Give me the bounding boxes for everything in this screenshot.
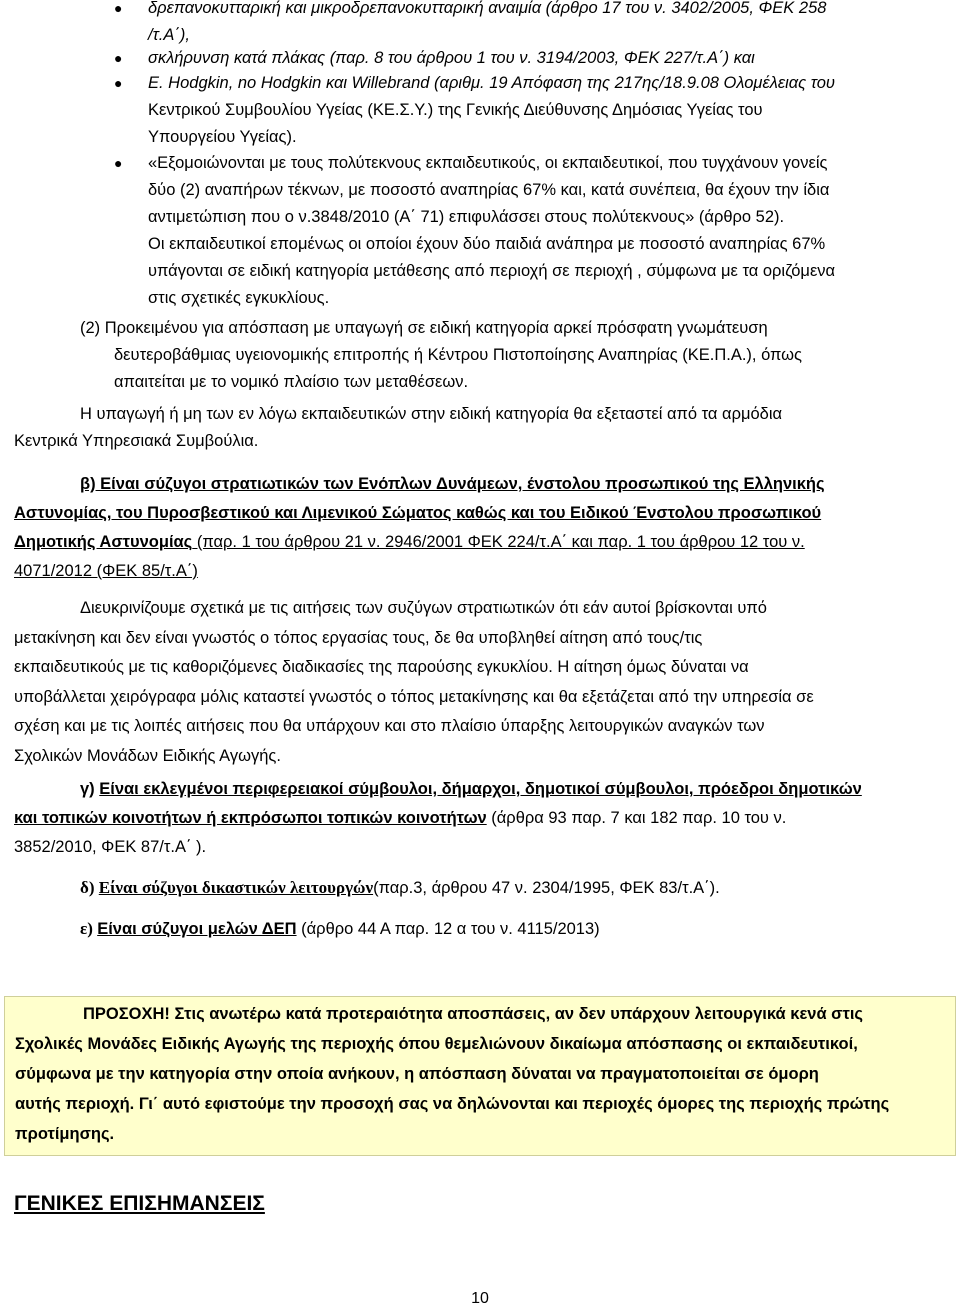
section-heading: ΓΕΝΙΚΕΣ ΕΠΙΣΗΜΑΝΣΕΙΣ [14, 1192, 265, 1215]
list-item-line: δύο (2) αναπήρων τέκνων, με ποσοστό αναπηρίας 67% και, κατά συνέπεια, θα έχουν την ίδια [148, 181, 830, 199]
list-item-line: /τ.Α΄), [148, 26, 190, 44]
section-b [14, 470, 944, 586]
section-d-label: δ) [80, 878, 99, 897]
page-number: 10 [471, 1290, 489, 1307]
section-b-title: β) Είναι σύζυγοι στρατιωτικών των Ενόπλων Δυνάμεων, ένστολου προσωπικού της Ελληνικής [80, 475, 825, 493]
list-item-line: Κεντρικού Συμβουλίου Υγείας (ΚΕ.Σ.Υ.) της Γενικής Διεύθυνσης Δημόσιας Υγείας του [148, 101, 763, 119]
section-g [14, 775, 949, 862]
section-b-line [14, 470, 944, 499]
notice-line: σύμφωνα με την κατηγορία στην οποία ανήκουν, η απόσπαση δύναται να πραγματοποιείται σε όμορη [15, 1065, 819, 1083]
bullet-icon: ● [114, 75, 123, 91]
list-item-line: Οι εκπαιδευτικοί επομένως οι οποίοι έχουν δύο παιδιά ανάπηρα με ποσοστό αναπηρίας 67% [148, 235, 826, 253]
clarification-paragraph [14, 594, 949, 771]
section-d-reference: (παρ.3, άρθρου 47 ν. 2304/1995, ΦΕΚ 83/τ.Α΄). [373, 879, 720, 897]
notice-line [15, 999, 945, 1029]
section-g-line [14, 775, 949, 804]
paragraph-line: μετακίνηση και δεν είναι γνωστός ο τόπος εργασίας τους, δε θα υποβληθεί αίτηση από τους/τις [14, 628, 703, 647]
paragraph-line: (2) Προκειμένου για απόσπαση με υπαγωγή σε ειδική κατηγορία αρκεί πρόσφατη γνωμάτευση [80, 319, 768, 337]
section-d-title: Είναι σύζυγοι δικαστικών λειτουργών [98, 878, 374, 897]
paragraph-line: Διευκρινίζουμε σχετικά με τις αιτήσεις των συζύγων στρατιωτικών ότι εάν αυτοί βρίσκονται υπό [80, 599, 767, 617]
section-b-title-end: Δημοτικής Αστυνομίας [14, 533, 193, 551]
notice-line: αυτής περιοχή. Γι΄ αυτό εφιστούμε την προσοχή σας να δηλώνονται και περιοχές όμορες της περιοχής πρώτης [15, 1095, 890, 1113]
paragraph-line: Η υπαγωγή ή μη των εν λόγω εκπαιδευτικών στην ειδική κατηγορία θα εξεταστεί από τα αρμόδια [80, 405, 783, 423]
list-item-line: δρεπανοκυτταρική και μικροδρεπανοκυτταρική αναιμία (άρθρο 17 του ν. 3402/2005, ΦΕΚ 258 [148, 0, 827, 17]
section-g-title-cont: και τοπικών κοινοτήτων ή εκπρόσωποι τοπικών κοινοτήτων [14, 809, 487, 827]
list-item-line: Ε. Hodgkin, no Hodgkin και Willebrand (αριθμ. 19 Απόφαση της 217ης/18.9.08 Ολομέλειας του [148, 74, 835, 92]
notice-line: Σχολικές Μονάδες Ειδικής Αγωγής της περιοχής όπου θεμελιώνουν δικαίωμα απόσπασης οι εκπαιδευτικοί, [15, 1035, 858, 1053]
list-item-line: Υπουργείου Υγείας). [148, 128, 297, 146]
list-item [114, 0, 938, 49]
paragraph-line: Σχολικών Μονάδων Ειδικής Αγωγής. [14, 746, 281, 765]
numbered-paragraph [80, 315, 940, 396]
section-g-reference: (άρθρα 93 παρ. 7 και 182 παρ. 10 του ν. [486, 809, 787, 827]
paragraph-line: Κεντρικά Υπηρεσιακά Συμβούλια. [14, 432, 259, 450]
list-item-line: σκλήρυνση κατά πλάκας (παρ. 8 του άρθρου 1 του ν. 3194/2003, ΦΕΚ 227/τ.Α΄) και [148, 49, 755, 67]
section-b-line [14, 528, 944, 557]
section-e [80, 915, 950, 943]
section-d [80, 874, 950, 902]
bullet-icon: ● [114, 50, 123, 66]
paragraph-line: σχέση και με τις λοιπές αιτήσεις που θα υπάρχουν και στο πλαίσιο ύπαρξης λειτουργικών αναγκών των [14, 717, 765, 735]
paragraph-line: εκπαιδευτικούς με τις καθοριζόμενες διαδικασίες της παρούσης εγκυκλίου. Η αίτηση όμως δύναται να [14, 658, 749, 676]
list-item-line: υπάγονται σε ειδική κατηγορία μετάθεσης από περιοχή σε περιοχή , σύμφωνα με τα οριζόμενα [148, 262, 836, 280]
paragraph-line: δευτεροβάθμιας υγειονομικής επιτροπής ή Κέντρου Πιστοποίησης Αναπηρίας (ΚΕ.Π.Α.), όπως [114, 346, 802, 364]
section-b-line [14, 557, 944, 586]
notice-line: προτίμησης. [15, 1125, 115, 1143]
section-b-title-cont: Αστυνομίας, του Πυροσβεστικού και Λιμενικού Σώματος καθώς και του Ειδικού Ένστολου προσωπικού [14, 504, 822, 522]
list-item [114, 150, 938, 312]
list-item-line: αντιμετώπιση που ο ν.3848/2010 (Α΄ 71) επιφυλάσσει στους πολύτεκνους» (άρθρο 52). [148, 208, 785, 226]
section-g-line [14, 804, 949, 833]
notice-line-text: Στις ανωτέρω κατά προτεραιότητα αποσπάσεις, αν δεν υπάρχουν λειτουργικά κενά στις [169, 1005, 863, 1023]
list-item-line: στις σχετικές εγκυκλίους. [148, 289, 330, 307]
section-b-reference-end: 4071/2012 (ΦΕΚ 85/τ.Α΄) [14, 562, 198, 580]
notice-lead: ΠΡΟΣΟΧΗ! [83, 1005, 170, 1023]
section-g-title: Είναι εκλεγμένοι περιφερειακοί σύμβουλοι, δήμαρχοι, δημοτικοί σύμβουλοι, πρόεδροι δημοτικών [99, 780, 862, 798]
section-b-line [14, 499, 944, 528]
list-item-line: «Εξομοιώνονται με τους πολύτεκνους εκπαιδευτικούς, οι εκπαιδευτικοί, που τυγχάνουν γονείς [148, 154, 828, 172]
bullet-icon: ● [114, 155, 123, 171]
bullet-icon: ● [114, 0, 123, 16]
notice-box [4, 996, 956, 1156]
list-item [114, 70, 938, 151]
paragraph [14, 401, 944, 455]
notice-text [15, 999, 945, 1149]
paragraph-line: απαιτείται με το νομικό πλαίσιο των μεταθέσεων. [114, 373, 469, 391]
section-b-reference: (παρ. 1 του άρθρου 21 ν. 2946/2001 ΦΕΚ 224/τ.Α΄ και παρ. 1 του άρθρου 12 του ν. [192, 533, 805, 551]
section-g-label: γ) [80, 780, 100, 798]
section-e-reference: (άρθρο 44 Α παρ. 12 α του ν. 4115/2013) [296, 920, 600, 938]
list-item [114, 45, 938, 72]
section-e-title: Είναι σύζυγοι μελών ΔΕΠ [97, 920, 297, 938]
paragraph-line: υποβάλλεται χειρόγραφα μόλις καταστεί γνωστός ο τόπος μετακίνησης και θα εξετάζεται από την υπηρεσία σε [14, 687, 814, 706]
section-g-line: 3852/2010, ΦΕΚ 87/τ.Α΄ ). [14, 838, 207, 856]
section-e-label: ε) [80, 919, 98, 938]
